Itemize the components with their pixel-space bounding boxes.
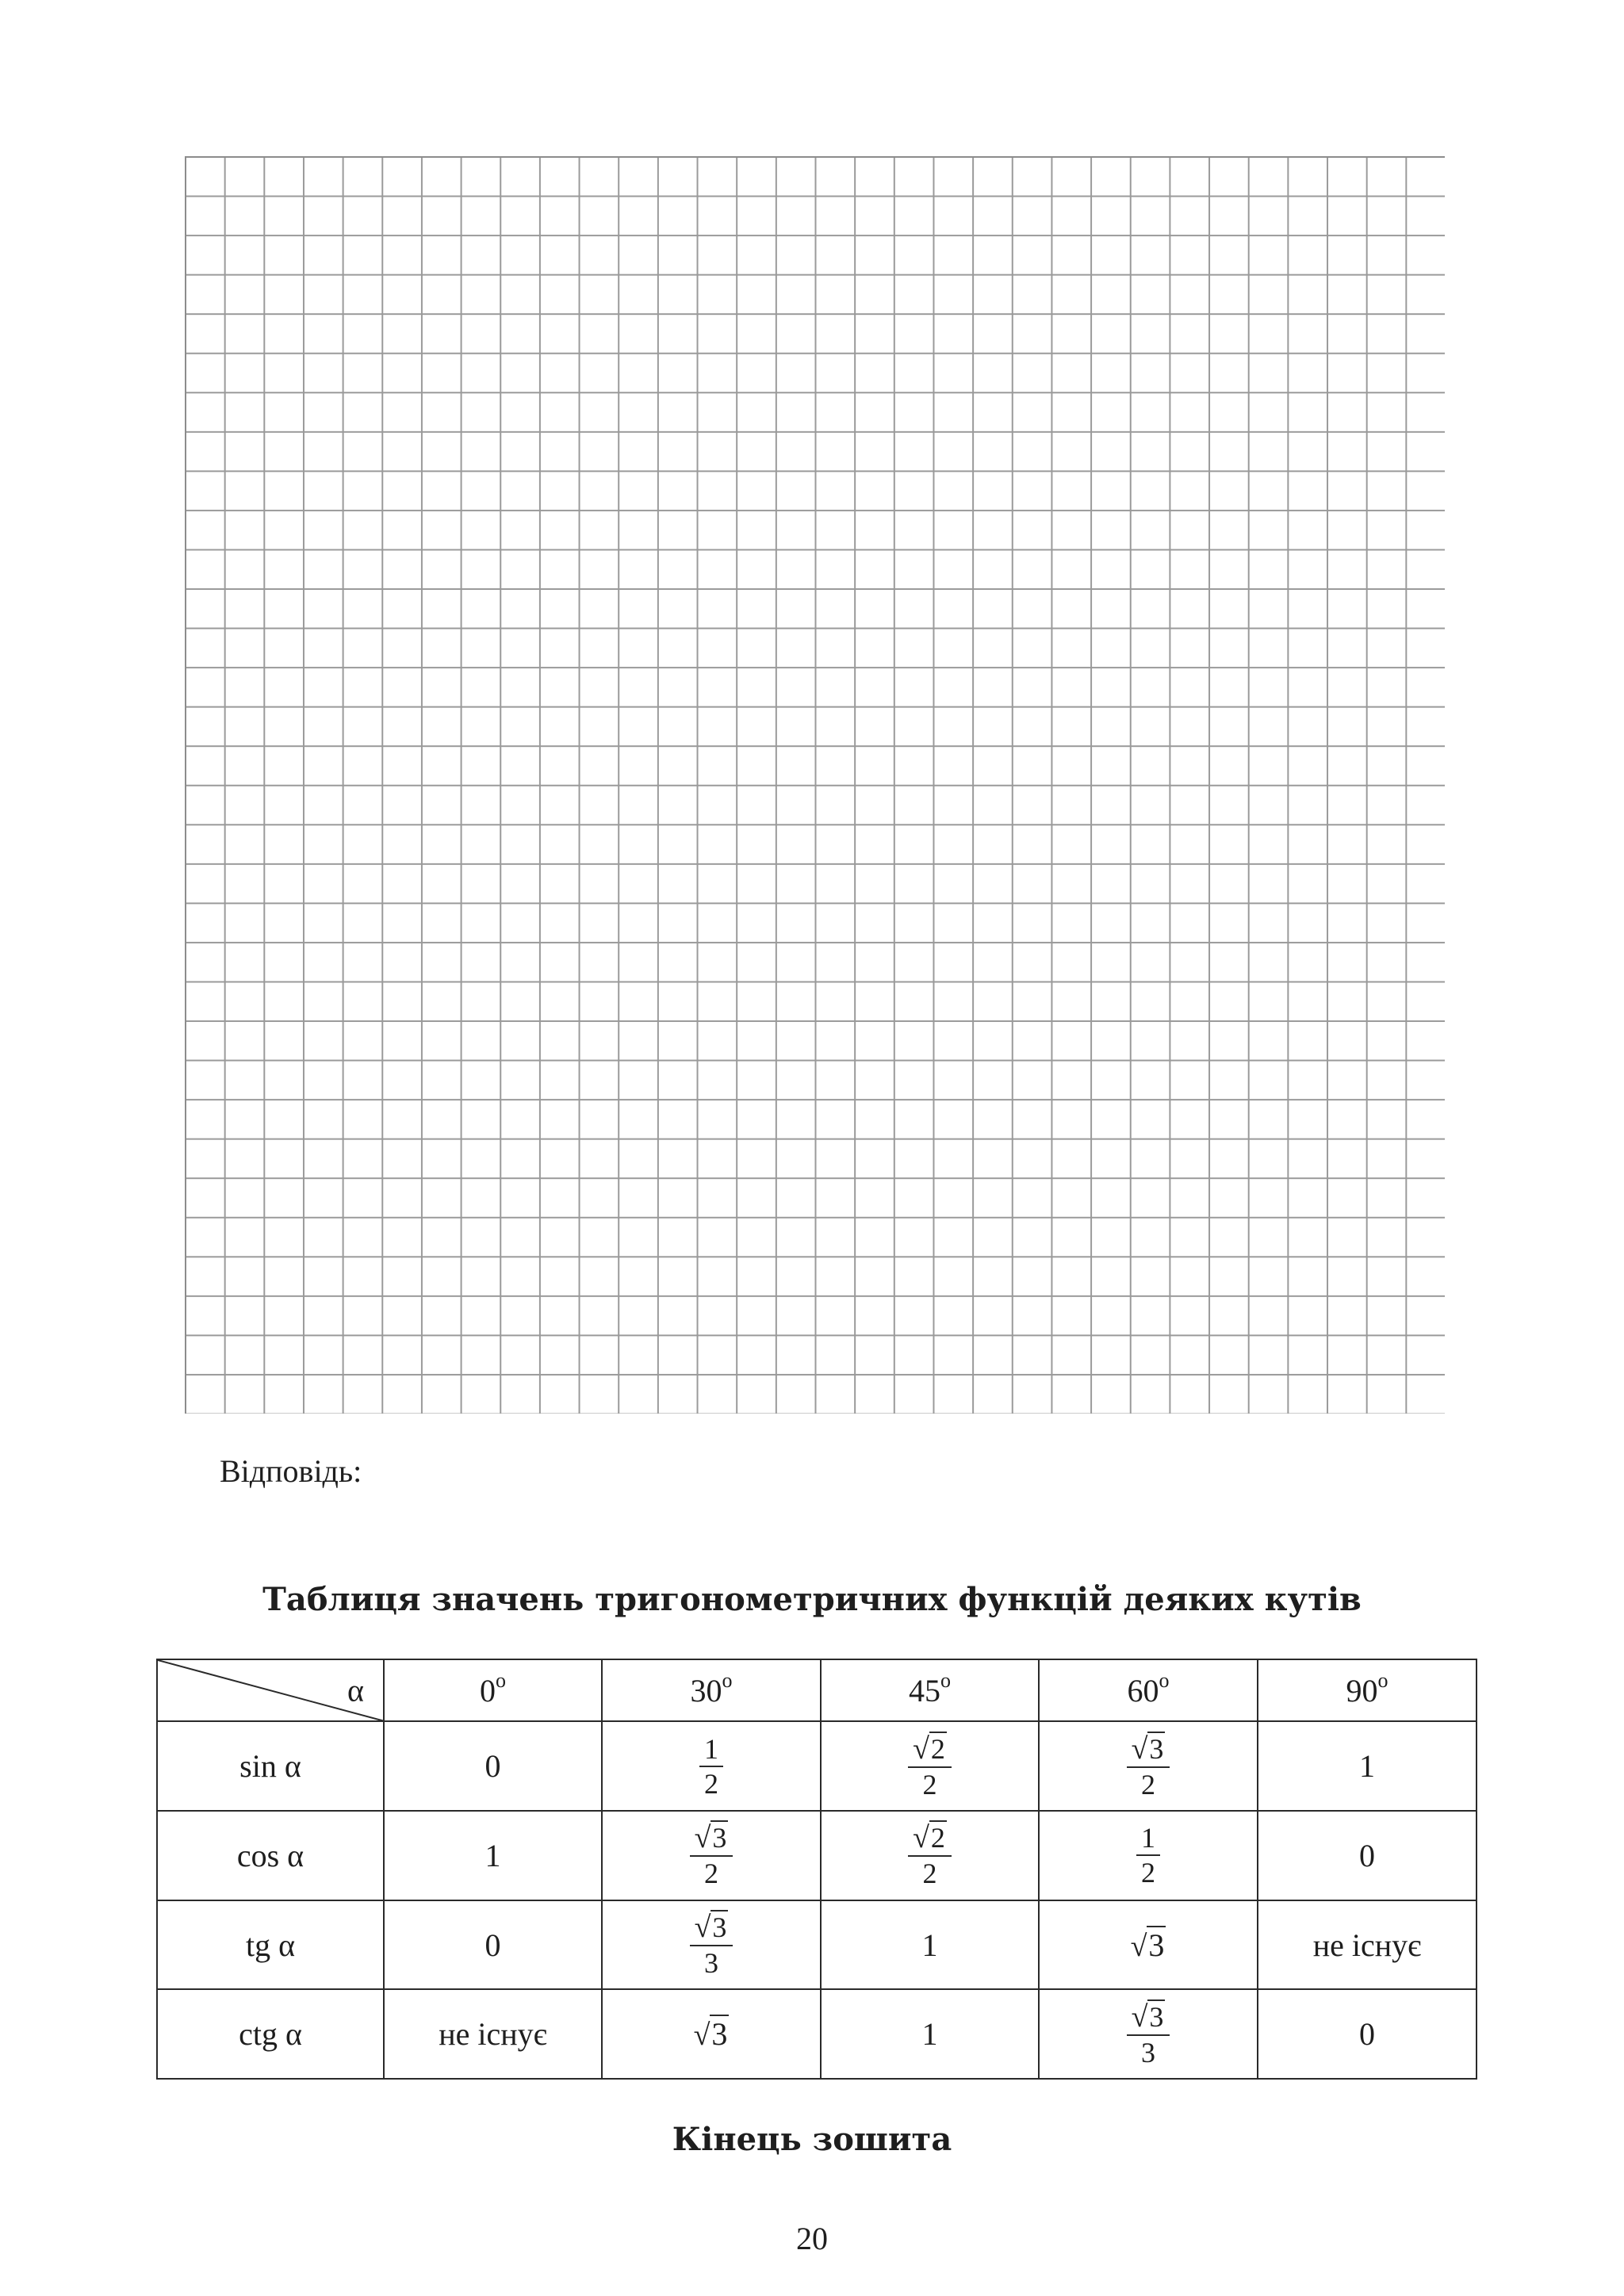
angle-header-cell — [602, 1659, 821, 1721]
denominator: 3 — [703, 1947, 718, 1980]
fraction — [908, 1823, 952, 1888]
numerator: 1 — [1136, 1823, 1160, 1856]
degree-symbol: o — [940, 1668, 951, 1692]
denominator: 2 — [922, 1768, 937, 1800]
sqrt-expression — [1132, 1733, 1166, 1765]
fraction — [690, 1823, 733, 1888]
value-cell — [1039, 1900, 1258, 1990]
value-cell: 0 — [1258, 1811, 1477, 1900]
degree-symbol: o — [496, 1668, 506, 1692]
table-row — [157, 1721, 1477, 1811]
radicand: 3 — [1148, 1927, 1165, 1963]
value-cell — [1039, 1811, 1258, 1900]
table-title: Таблиця значень тригонометричних функцій деяких кутів — [262, 1581, 1362, 1618]
numerator — [1127, 1734, 1170, 1768]
function-label-cell: ctg α — [157, 1989, 384, 2079]
sqrt-expression — [1131, 1927, 1166, 1963]
denominator: 2 — [704, 1767, 718, 1800]
fraction — [699, 1732, 723, 1800]
numerator — [1127, 1999, 1170, 2036]
denominator: 2 — [1141, 1857, 1155, 1889]
angle-value: 60 — [1127, 1672, 1159, 1709]
fraction — [908, 1734, 952, 1799]
angle-symbol: α — [347, 1672, 364, 1709]
angle-header-cell — [821, 1659, 1039, 1721]
fraction — [1127, 1734, 1170, 1799]
table-row — [157, 1989, 1477, 2079]
angle-value: 30 — [690, 1672, 722, 1709]
denominator: 2 — [703, 1858, 718, 1890]
degree-symbol: o — [1377, 1668, 1388, 1692]
corner-cell — [157, 1659, 384, 1721]
numerator — [690, 1823, 733, 1857]
graph-paper-grid — [185, 156, 1445, 1414]
angle-header-cell — [1039, 1659, 1258, 1721]
value-cell — [602, 1811, 821, 1900]
radical-sign-icon: √ — [1131, 1732, 1148, 1766]
radicand: 3 — [1149, 2000, 1164, 2033]
angle-header-cell — [1258, 1659, 1477, 1721]
value-cell: 0 — [1258, 1989, 1477, 2079]
value-cell: 1 — [821, 1989, 1039, 2079]
value-cell: 1 — [384, 1811, 602, 1900]
value-cell: 0 — [384, 1900, 602, 1990]
value-cell: 0 — [384, 1721, 602, 1811]
angle-header-cell — [384, 1659, 602, 1721]
denominator: 2 — [1140, 1768, 1155, 1800]
value-cell — [1039, 1989, 1258, 2079]
radicand: 2 — [930, 1822, 945, 1854]
sqrt-expression — [695, 1911, 729, 1943]
radical-sign-icon: √ — [694, 1911, 711, 1945]
value-cell — [1039, 1721, 1258, 1811]
radical-sign-icon: √ — [1131, 1999, 1148, 2034]
numerator — [690, 1912, 733, 1946]
denominator: 3 — [1140, 2036, 1155, 2068]
fraction — [1136, 1823, 1160, 1887]
radicand: 3 — [1149, 1732, 1164, 1765]
value-cell — [821, 1721, 1039, 1811]
table-row — [157, 1900, 1477, 1990]
numerator — [908, 1823, 952, 1857]
value-cell — [602, 1900, 821, 1990]
fraction — [1127, 1999, 1170, 2068]
sqrt-expression — [1132, 2001, 1166, 2033]
radicand: 3 — [712, 1911, 727, 1944]
table-header-row — [157, 1659, 1477, 1721]
function-label-cell: cos α — [157, 1811, 384, 1900]
page-number: 20 — [796, 2221, 828, 2256]
radical-sign-icon: √ — [1130, 1929, 1147, 1963]
denominator: 2 — [922, 1858, 937, 1890]
fraction — [690, 1911, 733, 1980]
radicand: 2 — [930, 1732, 945, 1765]
numerator: 1 — [699, 1735, 723, 1767]
angle-value: 0 — [480, 1672, 496, 1709]
value-cell: не існує — [384, 1989, 602, 2079]
value-cell — [602, 1989, 821, 2079]
degree-symbol: o — [1159, 1668, 1170, 1692]
radical-sign-icon: √ — [694, 1821, 711, 1855]
radicand: 3 — [711, 2016, 728, 2053]
value-cell — [821, 1811, 1039, 1900]
end-label: Кінець зошита — [672, 2121, 952, 2158]
value-cell: 1 — [821, 1900, 1039, 1990]
angle-value: 90 — [1346, 1672, 1378, 1709]
function-label-cell: tg α — [157, 1900, 384, 1990]
angle-value: 45 — [909, 1672, 940, 1709]
radicand: 3 — [712, 1822, 727, 1854]
numerator — [908, 1734, 952, 1768]
function-label-cell: sin α — [157, 1721, 384, 1811]
value-cell: не існує — [1258, 1900, 1477, 1990]
degree-symbol: o — [722, 1668, 733, 1692]
trig-values-table — [156, 1659, 1477, 2080]
radical-sign-icon: √ — [693, 2019, 710, 2053]
radical-sign-icon: √ — [913, 1821, 929, 1855]
answer-label: Відповідь: — [220, 1453, 362, 1489]
radical-sign-icon: √ — [913, 1732, 929, 1766]
sqrt-expression — [694, 2016, 730, 2052]
sqrt-expression — [913, 1822, 947, 1854]
table-row — [157, 1811, 1477, 1900]
sqrt-expression — [695, 1822, 729, 1854]
value-cell — [602, 1721, 821, 1811]
value-cell: 1 — [1258, 1721, 1477, 1811]
sqrt-expression — [913, 1733, 947, 1765]
